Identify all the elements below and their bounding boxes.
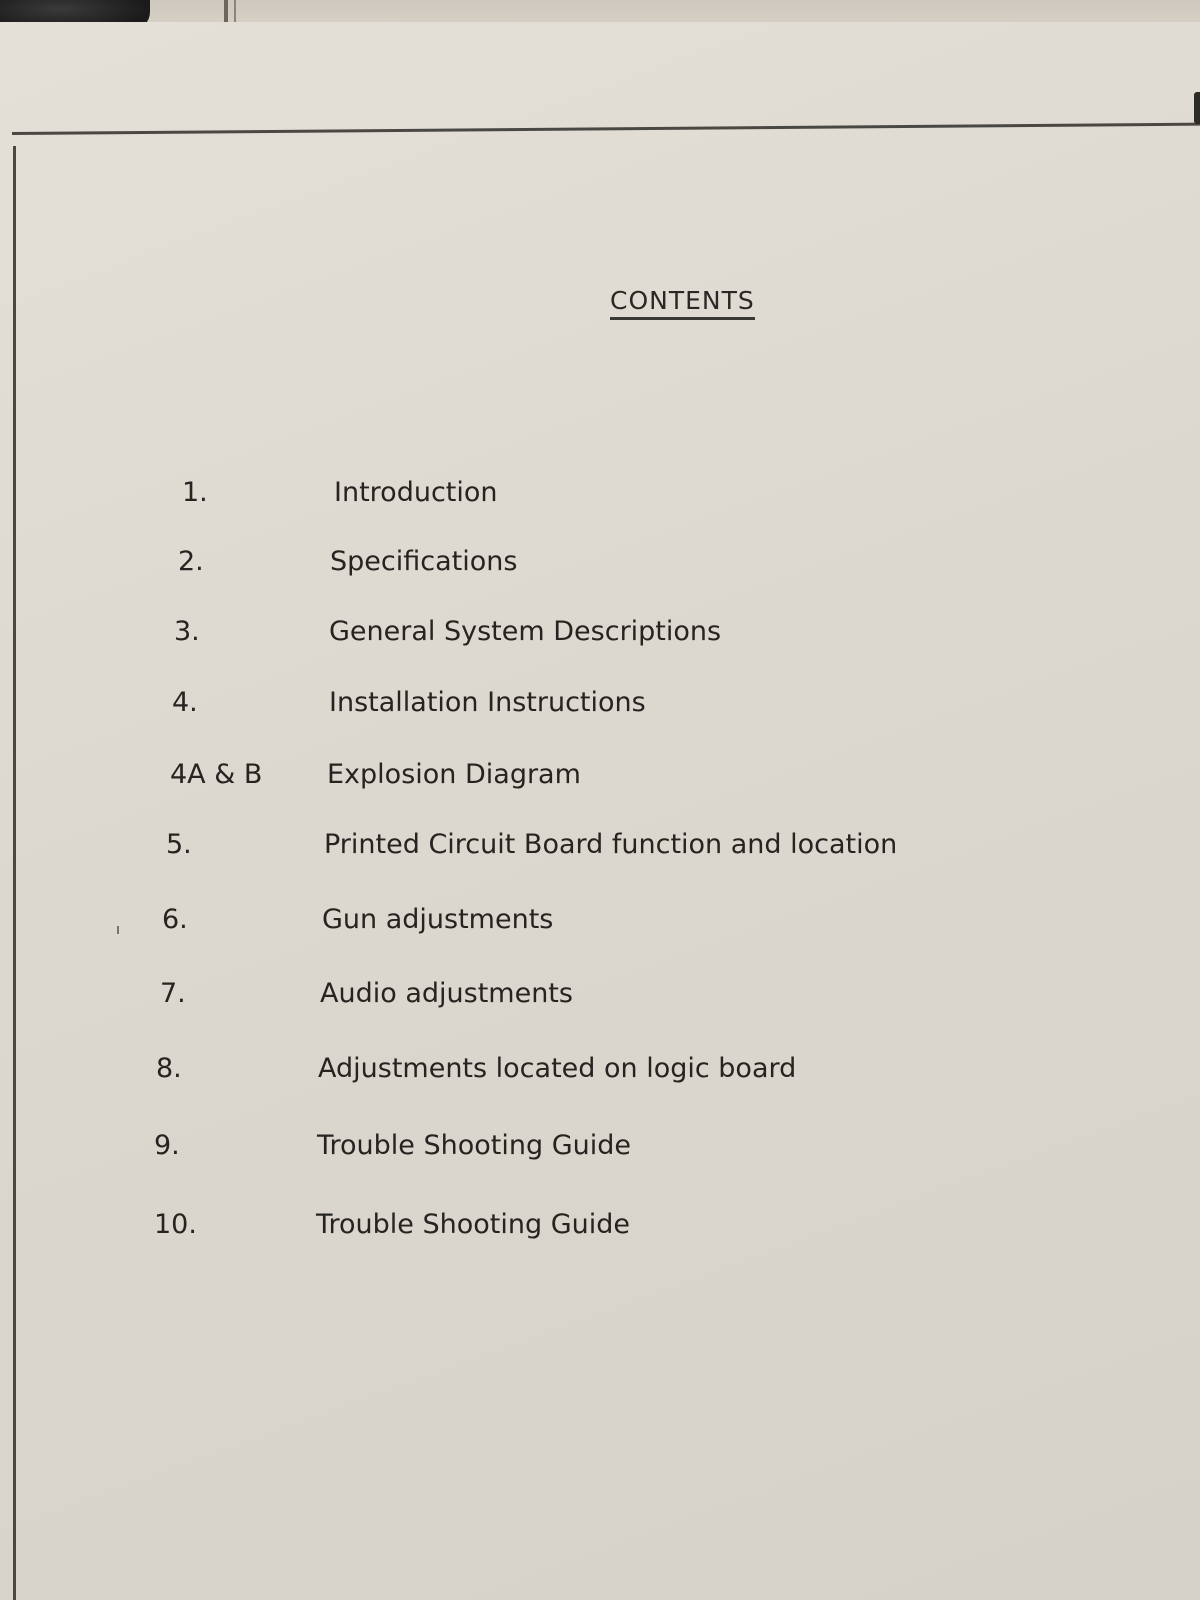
toc-entry-label: Trouble Shooting Guide [316, 1209, 630, 1240]
toc-entry [160, 978, 1060, 1018]
toc-entry-number: 10. [154, 1209, 197, 1240]
toc-entry [178, 546, 1078, 586]
document-page [0, 22, 1200, 1600]
page-border-left [13, 146, 16, 1600]
toc-entry [156, 1053, 1056, 1093]
toc-entry-label: Gun adjustments [322, 904, 554, 935]
toc-entry-label: Printed Circuit Board function and location [324, 829, 898, 860]
toc-entry-label: Adjustments located on logic board [318, 1053, 797, 1084]
toc-entry-number: 2. [178, 546, 204, 577]
toc-entry-label: Explosion Diagram [327, 759, 581, 790]
toc-entry-label: Specifications [330, 546, 518, 577]
stray-mark [117, 926, 119, 934]
toc-entry [162, 904, 1062, 944]
toc-entry [170, 759, 1070, 799]
page-title: CONTENTS [610, 286, 755, 320]
corner-mark [1194, 92, 1200, 124]
toc-entry-number: 3. [174, 616, 200, 647]
toc-entry [182, 477, 1082, 517]
toc-entry-label: Audio adjustments [320, 978, 573, 1009]
toc-entry-number: 5. [166, 829, 192, 860]
toc-entry [172, 687, 1072, 727]
toc-entry-number: 4. [172, 687, 198, 718]
toc-entry-label: Introduction [334, 477, 498, 508]
toc-entry-number: 7. [160, 978, 186, 1009]
toc-entry [154, 1209, 1054, 1249]
toc-entry-label: Trouble Shooting Guide [317, 1130, 631, 1161]
toc-entry-number: 1. [182, 477, 208, 508]
toc-entry-label: Installation Instructions [329, 687, 646, 718]
toc-entry-number: 6. [162, 904, 188, 935]
toc-entry-number: 9. [154, 1130, 180, 1161]
toc-entry-number: 4A & B [170, 759, 263, 790]
toc-entry-label: General System Descriptions [329, 616, 722, 647]
binder-edge-inner [234, 0, 236, 24]
toc-entry [154, 1130, 1054, 1170]
toc-entry-number: 8. [156, 1053, 182, 1084]
toc-entry [166, 829, 1066, 869]
toc-entry [174, 616, 1074, 656]
